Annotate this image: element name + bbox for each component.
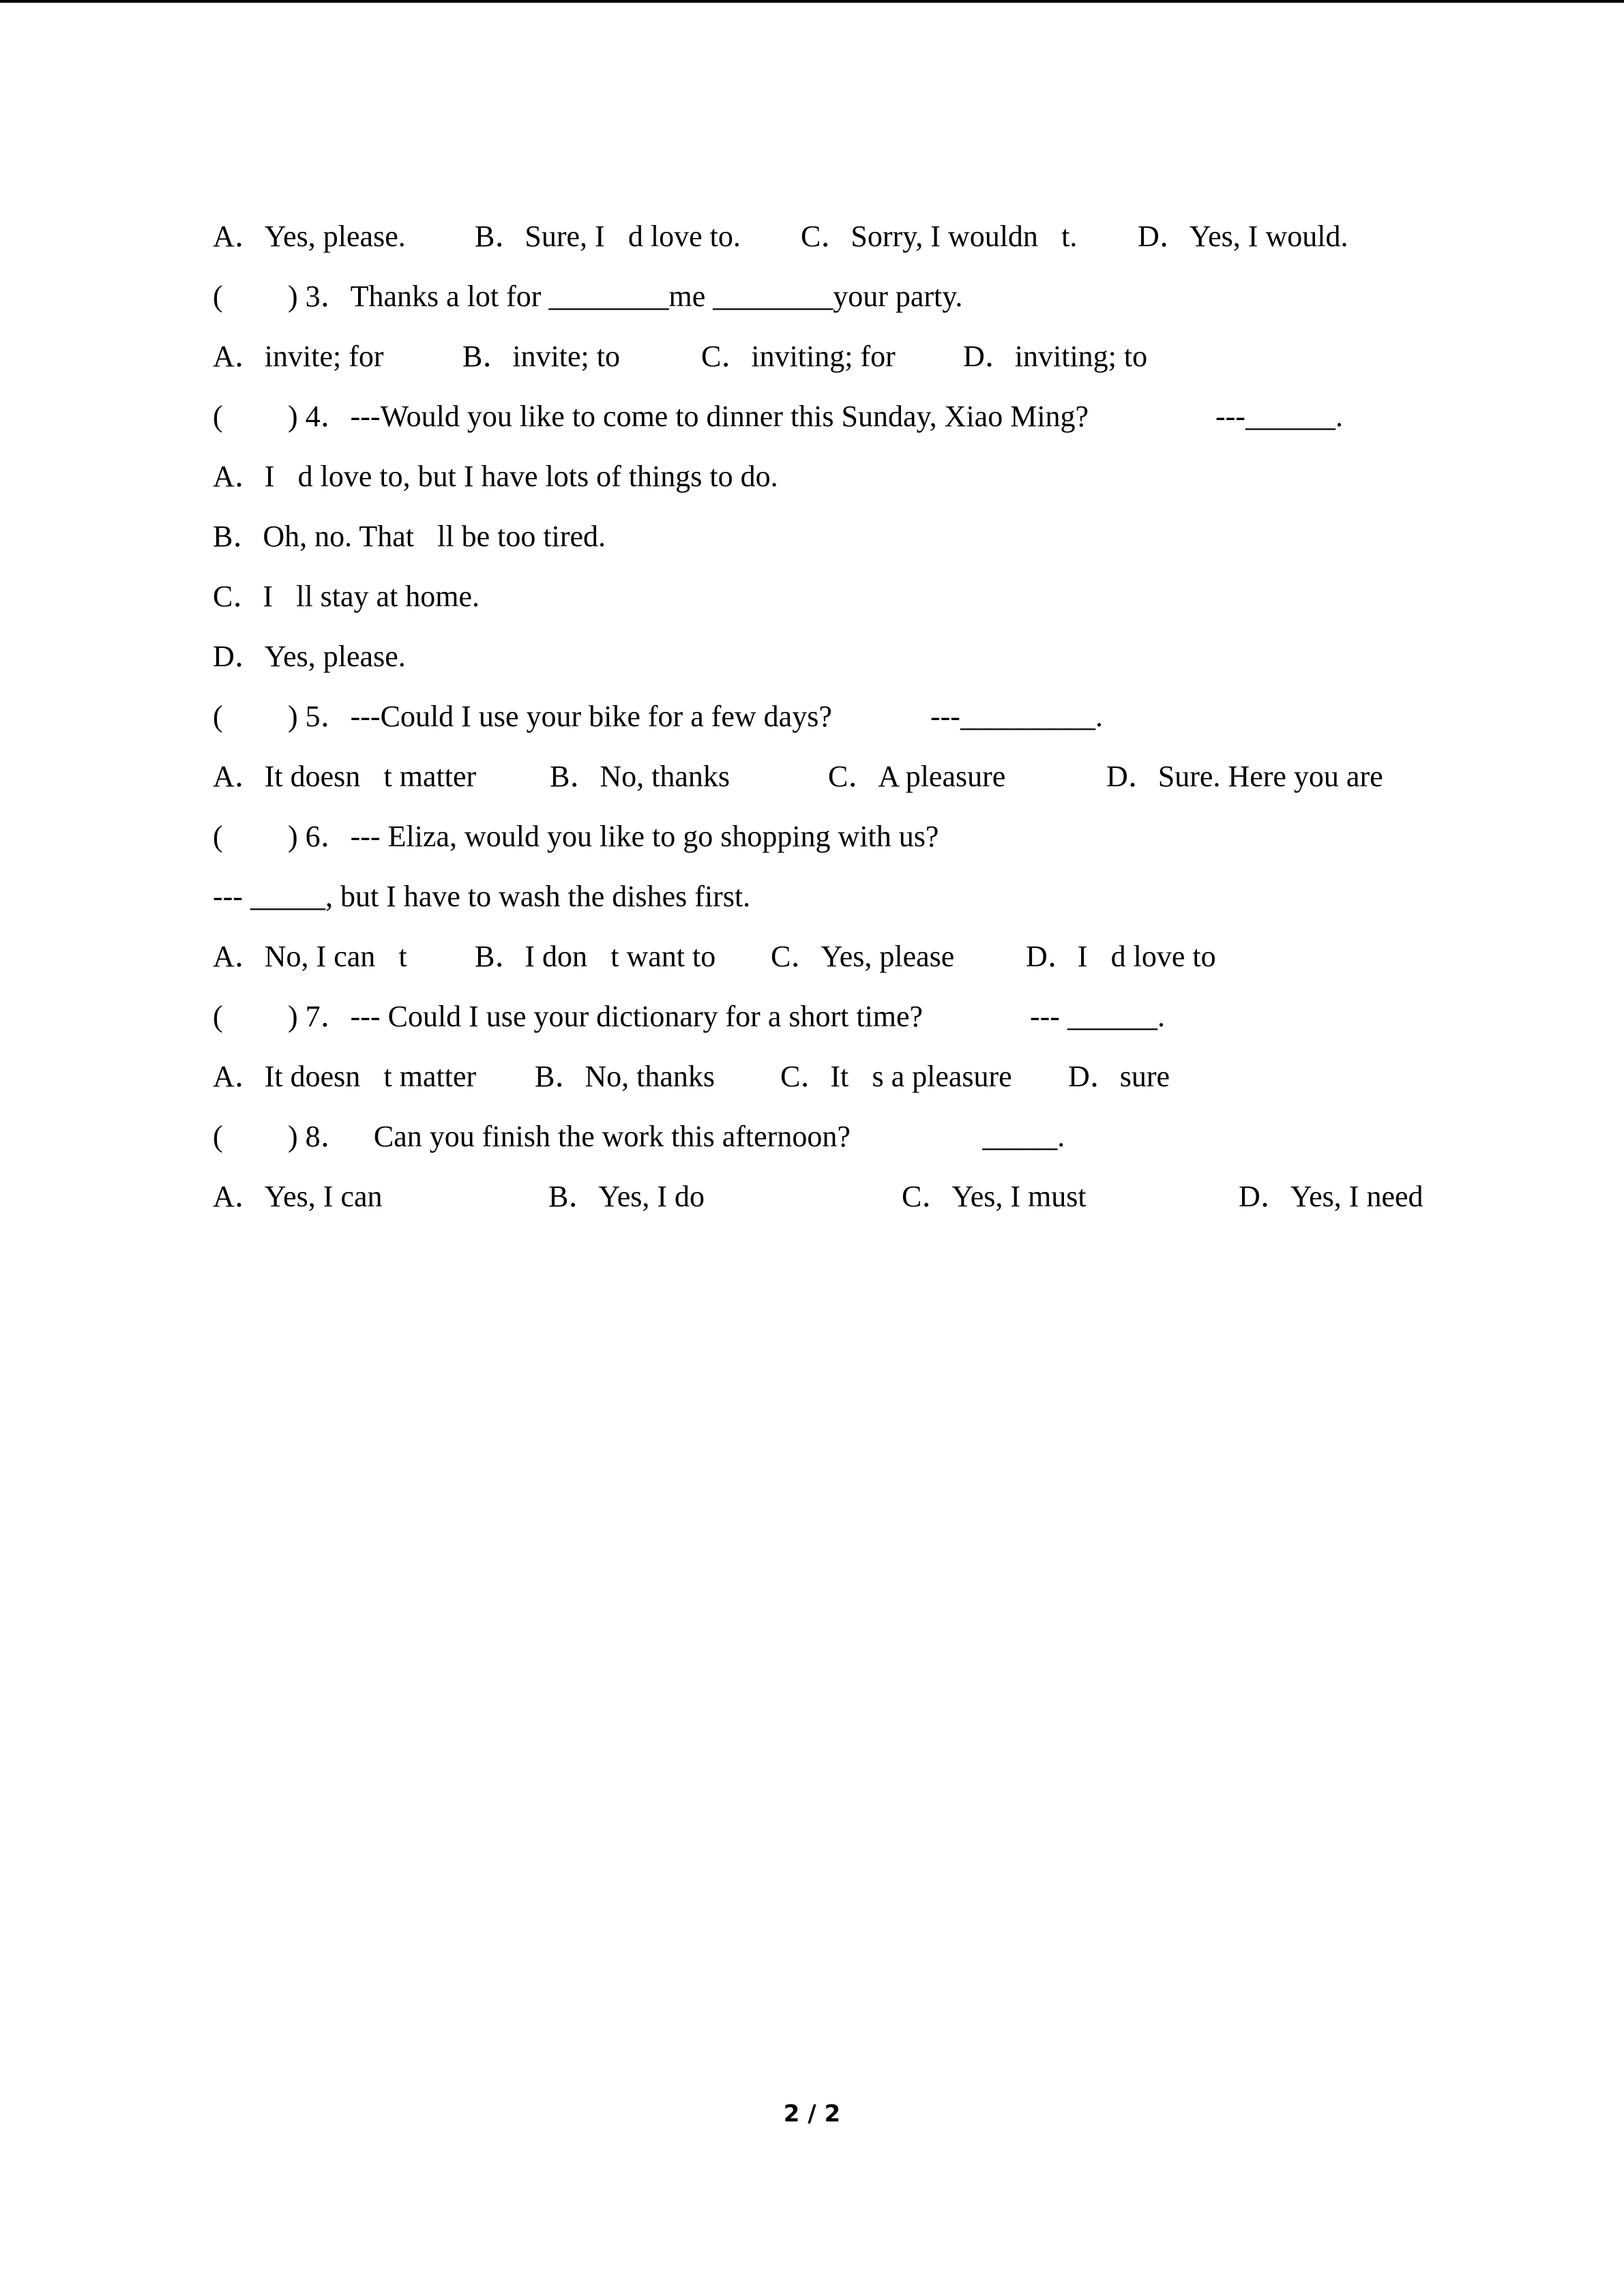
option-a: A．Yes, I can bbox=[213, 1180, 383, 1213]
question-text: ) 6．--- Eliza, would you like to go shopping with us? bbox=[288, 820, 939, 853]
options-line-q5 bbox=[213, 749, 1383, 804]
option-c: C．A pleasure bbox=[828, 760, 1006, 793]
option-line bbox=[213, 629, 406, 684]
question-text: ) 7．--- Could I use your dictionary for a short time? bbox=[288, 1000, 924, 1033]
option-d: D．Yes, please. bbox=[213, 640, 406, 673]
question-text: ) 3．Thanks a lot for ________me ________your party. bbox=[288, 280, 963, 313]
option-d: D．Yes, I need bbox=[1239, 1180, 1423, 1213]
answer-bracket: ( bbox=[213, 820, 223, 853]
option-c: C．Yes, I must bbox=[902, 1180, 1087, 1213]
question-4 bbox=[213, 389, 1343, 444]
option-b: B．No, thanks bbox=[535, 1060, 715, 1093]
page-number: 2 / 2 bbox=[783, 2100, 841, 2128]
answer-bracket: ( bbox=[213, 400, 223, 433]
question-3 bbox=[213, 269, 963, 324]
answer-blank: ---______. bbox=[1215, 400, 1343, 433]
answer-blank:  _____.  bbox=[959, 1120, 1089, 1153]
option-d: D．sure bbox=[1068, 1060, 1170, 1093]
option-b: B．Sure, I d love to. bbox=[475, 220, 741, 253]
question-text: ) 8． Can you finish the work this afternoon?  bbox=[288, 1120, 874, 1153]
options-line-q3 bbox=[213, 329, 1148, 384]
option-b: B．Yes, I do bbox=[548, 1180, 705, 1213]
answer-blank: --- ______. bbox=[1030, 1000, 1165, 1033]
option-a: A．I d love to, but I have lots of things to do. bbox=[213, 460, 778, 493]
option-a: A．It doesn t matter bbox=[213, 1060, 477, 1093]
answer-blank: ---_________. bbox=[930, 700, 1103, 733]
answer-bracket: ( bbox=[213, 1120, 223, 1153]
option-d: D．inviting; to bbox=[963, 340, 1148, 373]
options-line-q7 bbox=[213, 1049, 1170, 1104]
option-b: B．I don t want to bbox=[475, 940, 716, 973]
question-5 bbox=[213, 689, 1103, 744]
option-d: D．Sure. Here you are bbox=[1106, 760, 1383, 793]
response-text: --- _____, but I have to wash the dishes first. bbox=[213, 880, 751, 913]
question-text: ) 5．---Could I use your bike for a few days? bbox=[288, 700, 832, 733]
option-b: B．No, thanks bbox=[550, 760, 730, 793]
options-line-q6 bbox=[213, 929, 1216, 984]
option-c: C．inviting; for bbox=[701, 340, 896, 373]
option-c: C．I ll stay at home. bbox=[213, 580, 480, 613]
option-a: A．It doesn t matter bbox=[213, 760, 477, 793]
question-7 bbox=[213, 989, 1165, 1044]
top-border-line bbox=[0, 0, 1624, 3]
dialogue-response bbox=[213, 869, 751, 924]
option-line bbox=[213, 569, 480, 624]
option-c: C．Sorry, I wouldn t. bbox=[801, 220, 1078, 253]
answer-bracket: ( bbox=[213, 280, 223, 313]
answer-bracket: ( bbox=[213, 700, 223, 733]
option-c: C．It s a pleasure bbox=[780, 1060, 1012, 1093]
option-b: B．invite; to bbox=[462, 340, 620, 373]
option-a: A．No, I can t bbox=[213, 940, 407, 973]
option-line bbox=[213, 449, 778, 504]
option-b: B．Oh, no. That ll be too tired. bbox=[213, 520, 606, 553]
option-a: A．Yes, please. bbox=[213, 220, 406, 253]
option-a: A．invite; for bbox=[213, 340, 384, 373]
option-c: C．Yes, please bbox=[771, 940, 955, 973]
answer-bracket: ( bbox=[213, 1000, 223, 1033]
options-line-q2 bbox=[213, 209, 1348, 264]
options-line-q8 bbox=[213, 1169, 1423, 1224]
question-8 bbox=[213, 1109, 1089, 1164]
question-text: ) 4．---Would you like to come to dinner this Sunday, Xiao Ming? bbox=[288, 400, 1089, 433]
option-line bbox=[213, 509, 606, 564]
option-d: D．Yes, I would. bbox=[1138, 220, 1348, 253]
question-6 bbox=[213, 809, 939, 864]
option-d: D．I d love to bbox=[1026, 940, 1216, 973]
